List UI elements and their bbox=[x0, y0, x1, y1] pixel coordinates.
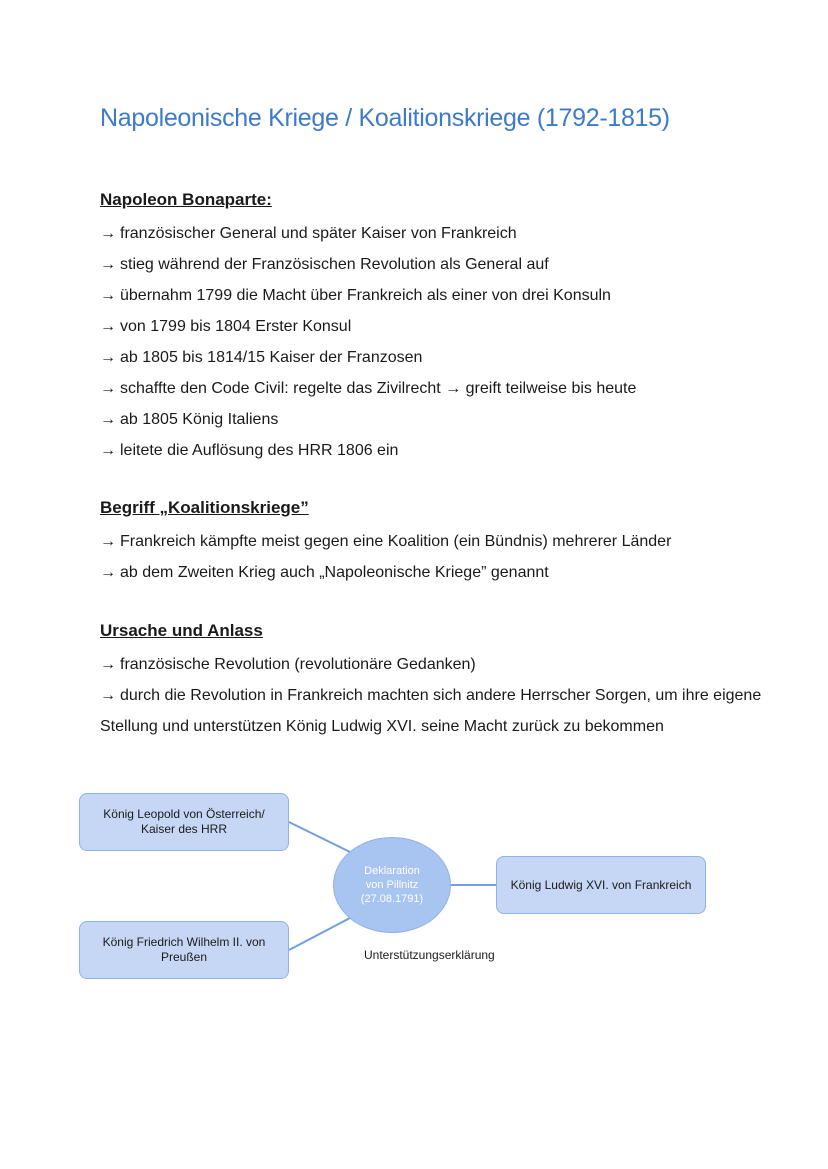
arrow-icon: → bbox=[100, 687, 116, 704]
list-item: → von 1799 bis 1804 Erster Konsul bbox=[100, 318, 352, 335]
mind-map-diagram bbox=[0, 780, 828, 1000]
edge-label: Unterstützungserklärung bbox=[364, 948, 495, 962]
bullet-list bbox=[100, 649, 800, 680]
arrow-icon: → bbox=[100, 225, 116, 242]
node-koenig-leopold: König Leopold von Österreich/ Kaiser des HRR bbox=[79, 793, 289, 851]
list-item: → Frankreich kämpfte meist gegen eine Koalition (ein Bündnis) mehrerer Länder bbox=[100, 533, 672, 550]
node-koenig-friedrich-wilhelm: König Friedrich Wilhelm II. von Preußen bbox=[79, 921, 289, 979]
arrow-icon: → bbox=[100, 564, 116, 581]
page-title: Napoleonische Kriege / Koalitionskriege (1792-1815) bbox=[100, 104, 670, 132]
node-koenig-ludwig: König Ludwig XVI. von Frankreich bbox=[496, 856, 706, 914]
connector-friedrich bbox=[289, 918, 350, 950]
paragraph-line: → durch die Revolution in Frankreich machten sich andere Herrscher Sorgen, um ihre eigene bbox=[100, 687, 762, 704]
arrow-icon: → bbox=[100, 533, 116, 550]
arrow-icon: → bbox=[100, 318, 116, 335]
list-item: → übernahm 1799 die Macht über Frankreich als einer von drei Konsuln bbox=[100, 287, 611, 304]
section-heading: Ursache und Anlass bbox=[100, 621, 263, 640]
node-deklaration-von-pillnitz bbox=[333, 837, 451, 933]
section-begriff-koalitionskriege bbox=[100, 495, 800, 588]
list-item: → stieg während der Französischen Revolution als General auf bbox=[100, 256, 549, 273]
list-item: → ab 1805 König Italiens bbox=[100, 411, 279, 428]
section-ursache-und-anlass bbox=[100, 618, 800, 742]
center-line: Deklaration bbox=[364, 865, 420, 877]
connector-leopold bbox=[289, 822, 350, 852]
list-item: → ab dem Zweiten Krieg auch „Napoleonische Kriege” genannt bbox=[100, 564, 549, 581]
arrow-icon: → bbox=[100, 442, 116, 459]
list-item: → schaffte den Code Civil: regelte das Zivilrecht → greift teilweise bis heute bbox=[100, 380, 637, 397]
section-heading: Begriff „Koalitionskriege” bbox=[100, 498, 309, 517]
arrow-icon: → bbox=[100, 380, 116, 397]
arrow-icon: → bbox=[100, 256, 116, 273]
center-line: von Pillnitz bbox=[365, 879, 419, 891]
arrow-icon: → bbox=[100, 349, 116, 366]
arrow-icon: → bbox=[100, 656, 116, 673]
list-item: → ab 1805 bis 1814/15 Kaiser der Franzosen bbox=[100, 349, 423, 366]
center-line: (27.08.1791) bbox=[360, 893, 424, 905]
list-item: → leitete die Auflösung des HRR 1806 ein bbox=[100, 442, 399, 459]
section-napoleon-bonaparte bbox=[100, 187, 800, 466]
section-heading: Napoleon Bonaparte: bbox=[100, 190, 272, 209]
bullet-list bbox=[100, 218, 800, 466]
list-item: → französischer General und später Kaiser von Frankreich bbox=[100, 225, 517, 242]
list-item: → französische Revolution (revolutionäre Gedanken) bbox=[100, 656, 476, 673]
arrow-icon: → bbox=[100, 287, 116, 304]
paragraph-line: Stellung und unterstützen König Ludwig XVI. seine Macht zurück zu bekommen bbox=[100, 718, 664, 735]
bullet-list bbox=[100, 526, 800, 588]
arrow-icon: → bbox=[100, 411, 116, 428]
